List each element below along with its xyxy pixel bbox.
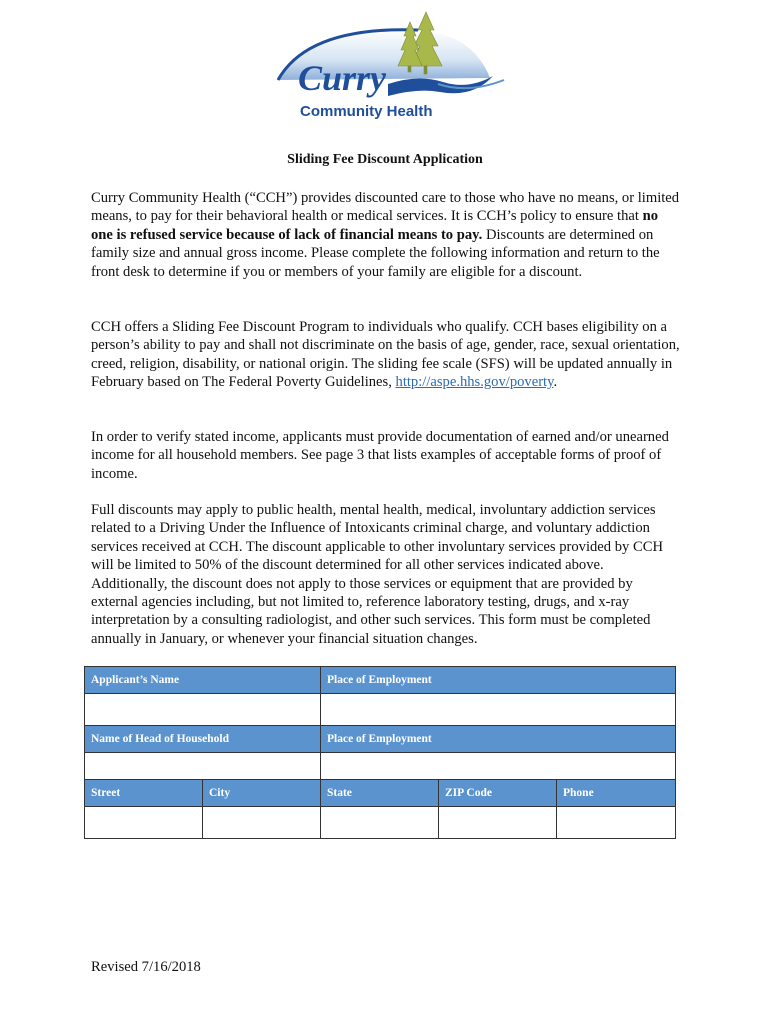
applicant-form-table (84, 666, 676, 839)
intro-text-1: Curry Community Health (“CCH”) provides discounted care to those who have no means, or limited means, to pay for their behavioral health or medical services. It is CCH’s policy to ensure that (91, 190, 680, 225)
revision-date: Revised 7/16/2018 (91, 959, 201, 975)
logo-graphic (268, 8, 508, 126)
pine-trees-icon (398, 12, 442, 74)
head-of-household-label: Name of Head of Household (85, 726, 321, 753)
city-label: City (203, 780, 321, 807)
wave-shape (388, 76, 493, 96)
logo-subtitle: Community Health (300, 103, 433, 120)
state-field[interactable] (321, 807, 439, 839)
employment-label-2: Place of Employment (321, 726, 676, 753)
intro-bold-statement: no one is refused service because of lack of financial means to pay. (91, 208, 658, 243)
street-label: Street (85, 780, 203, 807)
eligibility-text-end: . (553, 374, 558, 391)
street-field[interactable] (85, 807, 203, 839)
head-of-household-field[interactable] (85, 753, 321, 780)
applicant-name-label: Applicant’s Name (85, 667, 321, 694)
eligibility-text: CCH offers a Sliding Fee Discount Program to individuals who qualify. CCH bases eligibility on a person’s ability to pay and shall not discriminate on the basis of age, gender, race, sexual orientation, creed, religion, disability, or national origin. The sliding fee scale (SFS) will be updated annually in February based on The Federal Poverty Guidelines, (91, 319, 680, 391)
employment-label-1: Place of Employment (321, 667, 676, 694)
eligibility-paragraph (91, 318, 681, 392)
income-verification-paragraph: In order to verify stated income, applicants must provide documentation of earned and/or unearned income for all household members. See page 3 that lists examples of acceptable forms of proof of income. (91, 429, 669, 482)
zip-label: ZIP Code (439, 780, 557, 807)
logo-name: Curry (298, 58, 387, 98)
intro-text-2: Discounts are determined on family size and annual gross income. Please complete the following information and return to the front desk to determine if you or members of your family are eligible for a discount. (91, 226, 660, 280)
phone-label: Phone (557, 780, 676, 807)
curry-community-health-logo (268, 8, 508, 126)
page-title: Sliding Fee Discount Application (287, 152, 483, 167)
phone-field[interactable] (557, 807, 676, 839)
discount-scope-paragraph: Full discounts may apply to public health, mental health, medical, involuntary addiction services related to a Driving Under the Influence of Intoxicants criminal charge, and voluntary addiction services received at CCH. The discount applicable to other involuntary services provided by CCH will be limited to 50% of the discount determined for all other services indicated above. Additionally, the discount does not apply to those services or equipment that are provided by external agencies including, but not limited to, reference laboratory testing, drugs, and x-ray interpretation by a consulting radiologist, and other such services. This form must be completed annually in January, or whenever your financial situation changes. (91, 502, 663, 647)
state-label: State (321, 780, 439, 807)
applicant-name-field[interactable] (85, 694, 321, 726)
employment-field-2[interactable] (321, 753, 676, 780)
city-field[interactable] (203, 807, 321, 839)
poverty-guidelines-link[interactable]: http://aspe.hhs.gov/poverty (395, 374, 554, 391)
intro-paragraph (91, 189, 681, 281)
employment-field-1[interactable] (321, 694, 676, 726)
zip-field[interactable] (439, 807, 557, 839)
